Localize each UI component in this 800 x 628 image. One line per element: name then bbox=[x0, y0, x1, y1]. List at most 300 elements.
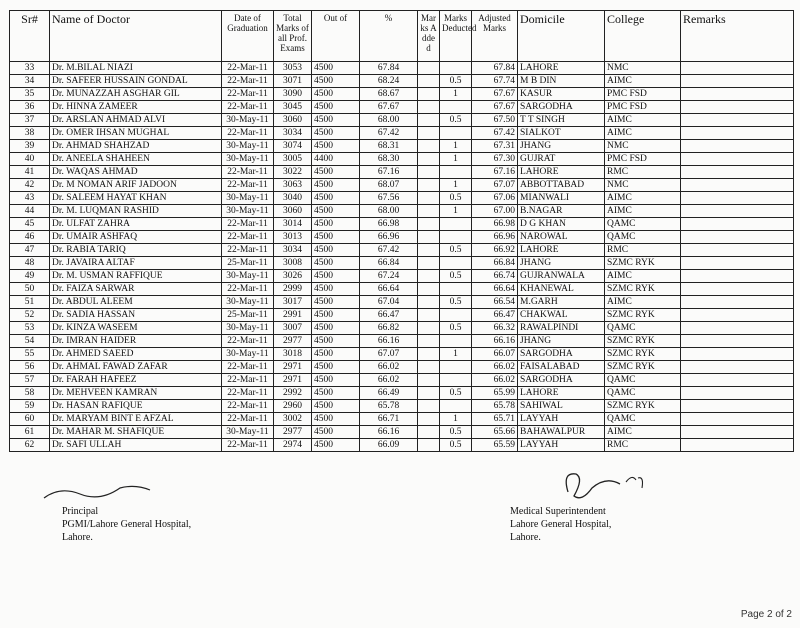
row-deducted bbox=[440, 361, 472, 374]
row-name: Dr. RABIA TARIQ bbox=[50, 244, 222, 257]
table-row bbox=[10, 426, 794, 439]
row-domicile: GUJRANWALA bbox=[518, 270, 605, 283]
header-remarks: Remarks bbox=[681, 11, 794, 62]
row-domicile: CHAKWAL bbox=[518, 309, 605, 322]
row-remarks bbox=[681, 257, 794, 270]
row-college: QAMC bbox=[605, 387, 681, 400]
row-adjusted: 65.59 bbox=[472, 439, 518, 452]
row-college: NMC bbox=[605, 179, 681, 192]
principal-city: Lahore. bbox=[62, 532, 93, 543]
row-percent: 66.09 bbox=[360, 439, 418, 452]
row-deducted bbox=[440, 231, 472, 244]
row-adjusted: 67.74 bbox=[472, 75, 518, 88]
row-adjusted: 66.02 bbox=[472, 374, 518, 387]
row-added bbox=[418, 166, 440, 179]
row-outof: 4500 bbox=[312, 127, 360, 140]
row-added bbox=[418, 62, 440, 75]
table-row bbox=[10, 309, 794, 322]
row-deducted: 0.5 bbox=[440, 244, 472, 257]
row-outof: 4500 bbox=[312, 257, 360, 270]
row-remarks bbox=[681, 296, 794, 309]
row-added bbox=[418, 75, 440, 88]
row-domicile: LAYYAH bbox=[518, 413, 605, 426]
row-date: 30-May-11 bbox=[222, 426, 274, 439]
row-name: Dr. M. LUQMAN RASHID bbox=[50, 205, 222, 218]
header-domicile: Domicile bbox=[518, 11, 605, 62]
row-college: NMC bbox=[605, 62, 681, 75]
row-adjusted: 66.54 bbox=[472, 296, 518, 309]
row-total: 3045 bbox=[274, 101, 312, 114]
row-total: 3053 bbox=[274, 62, 312, 75]
row-deducted: 1 bbox=[440, 413, 472, 426]
row-sr: 47 bbox=[10, 244, 50, 257]
table-row bbox=[10, 114, 794, 127]
row-name: Dr. KINZA WASEEM bbox=[50, 322, 222, 335]
row-sr: 36 bbox=[10, 101, 50, 114]
row-percent: 68.30 bbox=[360, 153, 418, 166]
row-date: 30-May-11 bbox=[222, 296, 274, 309]
row-deducted: 0.5 bbox=[440, 192, 472, 205]
row-total: 2999 bbox=[274, 283, 312, 296]
table-row bbox=[10, 127, 794, 140]
row-name: Dr. AHMED SAEED bbox=[50, 348, 222, 361]
row-remarks bbox=[681, 101, 794, 114]
table-row bbox=[10, 413, 794, 426]
row-deducted: 1 bbox=[440, 140, 472, 153]
row-name: Dr. MEHVEEN KAMRAN bbox=[50, 387, 222, 400]
row-college: AIMC bbox=[605, 205, 681, 218]
row-remarks bbox=[681, 114, 794, 127]
row-deducted bbox=[440, 257, 472, 270]
row-total: 2977 bbox=[274, 426, 312, 439]
row-remarks bbox=[681, 218, 794, 231]
row-deducted bbox=[440, 62, 472, 75]
row-total: 3090 bbox=[274, 88, 312, 101]
row-date: 22-Mar-11 bbox=[222, 335, 274, 348]
row-domicile: RAWALPINDI bbox=[518, 322, 605, 335]
row-percent: 66.16 bbox=[360, 426, 418, 439]
row-date: 30-May-11 bbox=[222, 348, 274, 361]
row-deducted: 1 bbox=[440, 153, 472, 166]
row-sr: 59 bbox=[10, 400, 50, 413]
row-college: SZMC RYK bbox=[605, 283, 681, 296]
row-outof: 4500 bbox=[312, 348, 360, 361]
table-row bbox=[10, 361, 794, 374]
row-name: Dr. AHMAL FAWAD ZAFAR bbox=[50, 361, 222, 374]
row-college: QAMC bbox=[605, 374, 681, 387]
row-added bbox=[418, 413, 440, 426]
row-remarks bbox=[681, 361, 794, 374]
row-percent: 67.67 bbox=[360, 101, 418, 114]
row-name: Dr. AHMAD SHAHZAD bbox=[50, 140, 222, 153]
row-domicile: LAYYAH bbox=[518, 439, 605, 452]
row-percent: 66.49 bbox=[360, 387, 418, 400]
row-percent: 66.47 bbox=[360, 309, 418, 322]
row-date: 22-Mar-11 bbox=[222, 101, 274, 114]
row-sr: 34 bbox=[10, 75, 50, 88]
row-sr: 62 bbox=[10, 439, 50, 452]
row-outof: 4500 bbox=[312, 179, 360, 192]
row-adjusted: 66.16 bbox=[472, 335, 518, 348]
row-domicile: LAHORE bbox=[518, 62, 605, 75]
row-date: 22-Mar-11 bbox=[222, 75, 274, 88]
row-sr: 44 bbox=[10, 205, 50, 218]
row-sr: 35 bbox=[10, 88, 50, 101]
row-date: 22-Mar-11 bbox=[222, 244, 274, 257]
row-domicile: B.NAGAR bbox=[518, 205, 605, 218]
table-row bbox=[10, 205, 794, 218]
row-deducted: 0.5 bbox=[440, 439, 472, 452]
superintendent-signature bbox=[548, 462, 668, 510]
row-domicile: LAHORE bbox=[518, 387, 605, 400]
row-name: Dr. OMER IHSAN MUGHAL bbox=[50, 127, 222, 140]
row-total: 2992 bbox=[274, 387, 312, 400]
row-date: 22-Mar-11 bbox=[222, 283, 274, 296]
row-college: AIMC bbox=[605, 192, 681, 205]
row-percent: 66.02 bbox=[360, 374, 418, 387]
row-remarks bbox=[681, 283, 794, 296]
table-row bbox=[10, 231, 794, 244]
superintendent-city: Lahore. bbox=[510, 532, 541, 543]
row-total: 3013 bbox=[274, 231, 312, 244]
row-outof: 4500 bbox=[312, 114, 360, 127]
row-percent: 68.00 bbox=[360, 114, 418, 127]
table-row bbox=[10, 140, 794, 153]
row-outof: 4500 bbox=[312, 374, 360, 387]
row-adjusted: 65.99 bbox=[472, 387, 518, 400]
row-total: 2977 bbox=[274, 335, 312, 348]
row-sr: 54 bbox=[10, 335, 50, 348]
row-sr: 61 bbox=[10, 426, 50, 439]
row-college: PMC FSD bbox=[605, 88, 681, 101]
header-sr: Sr# bbox=[10, 11, 50, 62]
row-total: 2971 bbox=[274, 361, 312, 374]
row-name: Dr. MARYAM BINT E AFZAL bbox=[50, 413, 222, 426]
row-name: Dr. ABDUL ALEEM bbox=[50, 296, 222, 309]
row-adjusted: 66.92 bbox=[472, 244, 518, 257]
row-adjusted: 67.07 bbox=[472, 179, 518, 192]
row-remarks bbox=[681, 140, 794, 153]
table-row bbox=[10, 75, 794, 88]
row-adjusted: 67.67 bbox=[472, 88, 518, 101]
superintendent-org: Lahore General Hospital, bbox=[510, 519, 612, 530]
table-row bbox=[10, 322, 794, 335]
row-date: 30-May-11 bbox=[222, 192, 274, 205]
row-sr: 37 bbox=[10, 114, 50, 127]
row-percent: 67.16 bbox=[360, 166, 418, 179]
row-total: 3074 bbox=[274, 140, 312, 153]
row-adjusted: 66.98 bbox=[472, 218, 518, 231]
row-deducted: 1 bbox=[440, 348, 472, 361]
row-sr: 57 bbox=[10, 374, 50, 387]
row-date: 22-Mar-11 bbox=[222, 127, 274, 140]
row-domicile: FAISALABAD bbox=[518, 361, 605, 374]
row-added bbox=[418, 88, 440, 101]
principal-title: Principal bbox=[62, 506, 99, 517]
row-domicile: SARGODHA bbox=[518, 348, 605, 361]
row-adjusted: 65.78 bbox=[472, 400, 518, 413]
table-row bbox=[10, 257, 794, 270]
row-total: 2960 bbox=[274, 400, 312, 413]
row-name: Dr. ANEELA SHAHEEN bbox=[50, 153, 222, 166]
row-added bbox=[418, 400, 440, 413]
row-total: 2974 bbox=[274, 439, 312, 452]
row-percent: 67.24 bbox=[360, 270, 418, 283]
table-row bbox=[10, 439, 794, 452]
principal-signature bbox=[40, 478, 160, 508]
row-college: RMC bbox=[605, 439, 681, 452]
row-domicile: D G KHAN bbox=[518, 218, 605, 231]
row-deducted: 1 bbox=[440, 179, 472, 192]
table-row bbox=[10, 179, 794, 192]
table-row bbox=[10, 218, 794, 231]
row-deducted bbox=[440, 166, 472, 179]
row-name: Dr. HINNA ZAMEER bbox=[50, 101, 222, 114]
row-outof: 4500 bbox=[312, 166, 360, 179]
row-domicile: M.GARH bbox=[518, 296, 605, 309]
row-date: 22-Mar-11 bbox=[222, 374, 274, 387]
row-sr: 52 bbox=[10, 309, 50, 322]
row-name: Dr. FAIZA SARWAR bbox=[50, 283, 222, 296]
row-domicile: LAHORE bbox=[518, 244, 605, 257]
row-college: PMC FSD bbox=[605, 153, 681, 166]
row-added bbox=[418, 114, 440, 127]
row-deducted bbox=[440, 101, 472, 114]
row-outof: 4500 bbox=[312, 387, 360, 400]
row-date: 25-Mar-11 bbox=[222, 257, 274, 270]
row-added bbox=[418, 218, 440, 231]
row-adjusted: 66.32 bbox=[472, 322, 518, 335]
row-college: SZMC RYK bbox=[605, 361, 681, 374]
row-domicile: BAHAWALPUR bbox=[518, 426, 605, 439]
row-name: Dr. SALEEM HAYAT KHAN bbox=[50, 192, 222, 205]
row-date: 22-Mar-11 bbox=[222, 400, 274, 413]
row-remarks bbox=[681, 179, 794, 192]
row-domicile: SARGODHA bbox=[518, 101, 605, 114]
row-domicile: KASUR bbox=[518, 88, 605, 101]
row-total: 3022 bbox=[274, 166, 312, 179]
table-row bbox=[10, 387, 794, 400]
row-remarks bbox=[681, 166, 794, 179]
row-added bbox=[418, 192, 440, 205]
row-domicile: LAHORE bbox=[518, 166, 605, 179]
row-name: Dr. SADIA HASSAN bbox=[50, 309, 222, 322]
row-total: 3034 bbox=[274, 244, 312, 257]
row-name: Dr. M.BILAL NIAZI bbox=[50, 62, 222, 75]
row-total: 3005 bbox=[274, 153, 312, 166]
row-adjusted: 67.16 bbox=[472, 166, 518, 179]
row-remarks bbox=[681, 75, 794, 88]
row-added bbox=[418, 270, 440, 283]
row-outof: 4500 bbox=[312, 218, 360, 231]
row-college: NMC bbox=[605, 140, 681, 153]
row-deducted: 0.5 bbox=[440, 426, 472, 439]
row-added bbox=[418, 361, 440, 374]
row-adjusted: 67.50 bbox=[472, 114, 518, 127]
row-deducted: 0.5 bbox=[440, 114, 472, 127]
row-college: SZMC RYK bbox=[605, 348, 681, 361]
row-adjusted: 67.00 bbox=[472, 205, 518, 218]
superintendent-title: Medical Superintendent bbox=[510, 506, 606, 517]
row-name: Dr. M NOMAN ARIF JADOON bbox=[50, 179, 222, 192]
table-row bbox=[10, 88, 794, 101]
row-outof: 4400 bbox=[312, 153, 360, 166]
row-percent: 66.96 bbox=[360, 231, 418, 244]
row-college: SZMC RYK bbox=[605, 257, 681, 270]
row-college: PMC FSD bbox=[605, 101, 681, 114]
row-percent: 66.84 bbox=[360, 257, 418, 270]
row-college: RMC bbox=[605, 244, 681, 257]
superintendent-signature-block bbox=[510, 505, 611, 544]
row-remarks bbox=[681, 439, 794, 452]
row-name: Dr. JAVAIRA ALTAF bbox=[50, 257, 222, 270]
row-college: QAMC bbox=[605, 413, 681, 426]
row-date: 22-Mar-11 bbox=[222, 361, 274, 374]
row-deducted bbox=[440, 283, 472, 296]
row-deducted bbox=[440, 335, 472, 348]
row-deducted: 1 bbox=[440, 205, 472, 218]
row-added bbox=[418, 387, 440, 400]
row-percent: 68.67 bbox=[360, 88, 418, 101]
table-row bbox=[10, 192, 794, 205]
row-college: RMC bbox=[605, 166, 681, 179]
row-college: QAMC bbox=[605, 218, 681, 231]
row-total: 2971 bbox=[274, 374, 312, 387]
row-sr: 41 bbox=[10, 166, 50, 179]
row-added bbox=[418, 179, 440, 192]
row-added bbox=[418, 140, 440, 153]
row-adjusted: 66.47 bbox=[472, 309, 518, 322]
row-remarks bbox=[681, 153, 794, 166]
row-outof: 4500 bbox=[312, 270, 360, 283]
row-total: 3060 bbox=[274, 205, 312, 218]
row-added bbox=[418, 257, 440, 270]
row-date: 22-Mar-11 bbox=[222, 179, 274, 192]
row-college: AIMC bbox=[605, 127, 681, 140]
row-percent: 66.16 bbox=[360, 335, 418, 348]
row-percent: 67.42 bbox=[360, 244, 418, 257]
row-percent: 66.82 bbox=[360, 322, 418, 335]
row-name: Dr. M. USMAN RAFFIQUE bbox=[50, 270, 222, 283]
row-domicile: SARGODHA bbox=[518, 374, 605, 387]
row-domicile: JHANG bbox=[518, 335, 605, 348]
row-sr: 33 bbox=[10, 62, 50, 75]
row-added bbox=[418, 231, 440, 244]
row-college: QAMC bbox=[605, 322, 681, 335]
table-row bbox=[10, 166, 794, 179]
row-deducted bbox=[440, 309, 472, 322]
row-added bbox=[418, 101, 440, 114]
row-remarks bbox=[681, 413, 794, 426]
row-outof: 4500 bbox=[312, 231, 360, 244]
row-outof: 4500 bbox=[312, 296, 360, 309]
row-percent: 67.56 bbox=[360, 192, 418, 205]
header-adjusted: Adjusted Marks bbox=[472, 11, 518, 62]
row-outof: 4500 bbox=[312, 244, 360, 257]
row-deducted bbox=[440, 218, 472, 231]
row-domicile: T T SINGH bbox=[518, 114, 605, 127]
row-added bbox=[418, 426, 440, 439]
row-outof: 4500 bbox=[312, 283, 360, 296]
row-added bbox=[418, 296, 440, 309]
table-row bbox=[10, 101, 794, 114]
row-remarks bbox=[681, 127, 794, 140]
row-percent: 68.31 bbox=[360, 140, 418, 153]
row-adjusted: 66.74 bbox=[472, 270, 518, 283]
row-outof: 4500 bbox=[312, 361, 360, 374]
table-row bbox=[10, 374, 794, 387]
row-adjusted: 66.02 bbox=[472, 361, 518, 374]
row-deducted: 0.5 bbox=[440, 75, 472, 88]
row-college: SZMC RYK bbox=[605, 400, 681, 413]
row-adjusted: 67.67 bbox=[472, 101, 518, 114]
row-sr: 58 bbox=[10, 387, 50, 400]
table-row bbox=[10, 296, 794, 309]
row-sr: 42 bbox=[10, 179, 50, 192]
row-sr: 55 bbox=[10, 348, 50, 361]
row-deducted: 0.5 bbox=[440, 322, 472, 335]
row-sr: 39 bbox=[10, 140, 50, 153]
row-name: Dr. ULFAT ZAHRA bbox=[50, 218, 222, 231]
row-domicile: SIALKOT bbox=[518, 127, 605, 140]
row-remarks bbox=[681, 387, 794, 400]
row-total: 3063 bbox=[274, 179, 312, 192]
row-date: 22-Mar-11 bbox=[222, 62, 274, 75]
row-college: AIMC bbox=[605, 296, 681, 309]
row-deducted: 0.5 bbox=[440, 270, 472, 283]
row-domicile: GUJRAT bbox=[518, 153, 605, 166]
table-row bbox=[10, 348, 794, 361]
row-percent: 67.84 bbox=[360, 62, 418, 75]
row-adjusted: 67.30 bbox=[472, 153, 518, 166]
row-added bbox=[418, 283, 440, 296]
row-added bbox=[418, 153, 440, 166]
row-sr: 46 bbox=[10, 231, 50, 244]
table-row bbox=[10, 62, 794, 75]
row-added bbox=[418, 335, 440, 348]
row-deducted bbox=[440, 400, 472, 413]
row-remarks bbox=[681, 62, 794, 75]
table-body bbox=[10, 62, 794, 452]
row-domicile: M B DIN bbox=[518, 75, 605, 88]
row-percent: 67.07 bbox=[360, 348, 418, 361]
row-percent: 68.00 bbox=[360, 205, 418, 218]
row-remarks bbox=[681, 348, 794, 361]
row-outof: 4500 bbox=[312, 101, 360, 114]
row-remarks bbox=[681, 322, 794, 335]
row-college: SZMC RYK bbox=[605, 309, 681, 322]
row-outof: 4500 bbox=[312, 322, 360, 335]
row-date: 30-May-11 bbox=[222, 322, 274, 335]
row-name: Dr. WAQAS AHMAD bbox=[50, 166, 222, 179]
row-deducted bbox=[440, 374, 472, 387]
row-name: Dr. ARSLAN AHMAD ALVI bbox=[50, 114, 222, 127]
row-date: 30-May-11 bbox=[222, 270, 274, 283]
row-name: Dr. MUNAZZAH ASGHAR GIL bbox=[50, 88, 222, 101]
row-remarks bbox=[681, 335, 794, 348]
row-total: 3014 bbox=[274, 218, 312, 231]
row-name: Dr. FARAH HAFEEZ bbox=[50, 374, 222, 387]
principal-signature-block bbox=[62, 505, 191, 544]
row-date: 22-Mar-11 bbox=[222, 413, 274, 426]
row-deducted bbox=[440, 127, 472, 140]
row-adjusted: 67.31 bbox=[472, 140, 518, 153]
row-remarks bbox=[681, 270, 794, 283]
row-added bbox=[418, 127, 440, 140]
row-total: 3071 bbox=[274, 75, 312, 88]
row-remarks bbox=[681, 309, 794, 322]
row-name: Dr. HASAN RAFIQUE bbox=[50, 400, 222, 413]
